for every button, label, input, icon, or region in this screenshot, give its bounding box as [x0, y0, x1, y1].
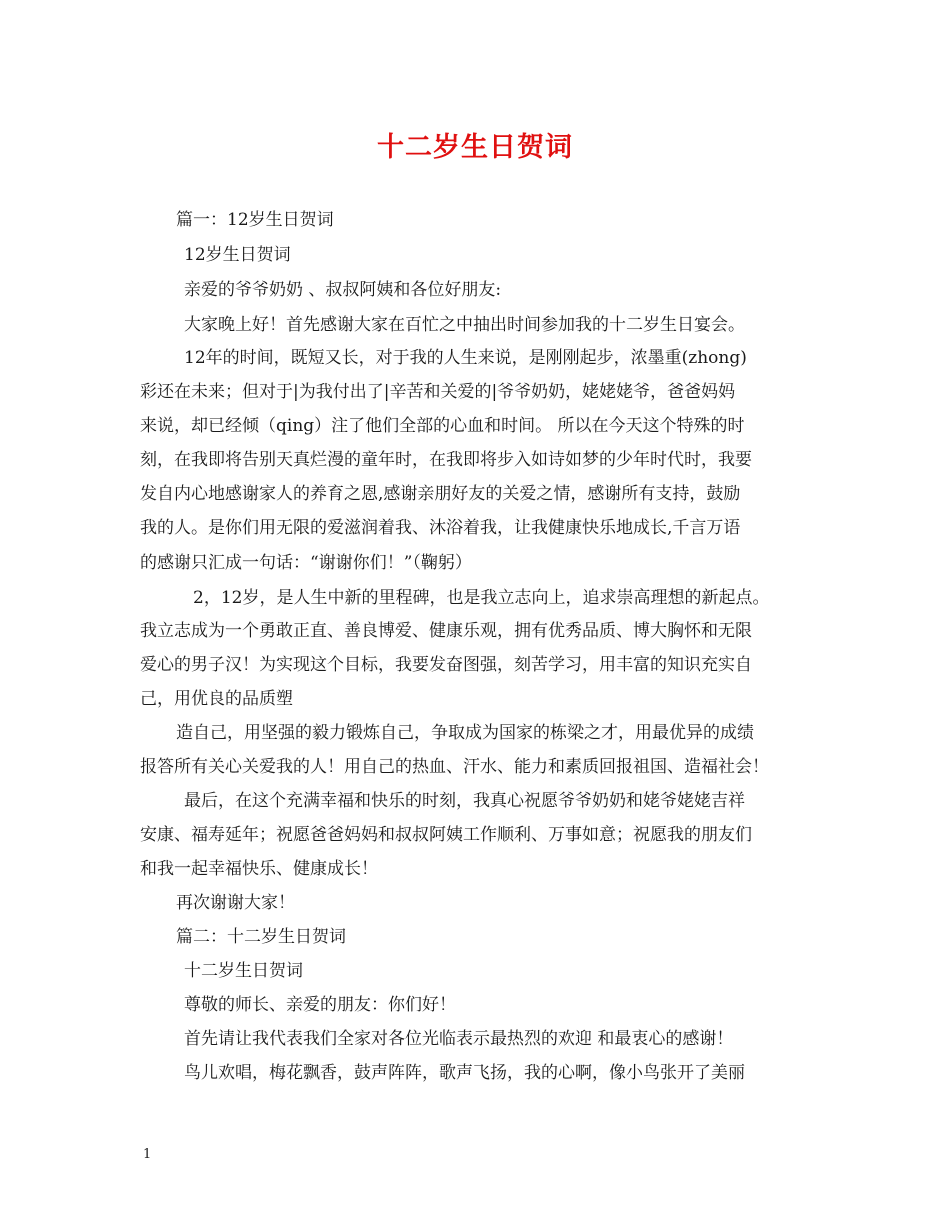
text-line: 12年的时间，既短又长，对于我的人生来说，是刚刚起步，浓墨重(zhong) [184, 348, 747, 368]
text-line: 大家晚上好！首先感谢大家在百忙之中抽出时间参加我的十二岁生日宴会。 [184, 315, 745, 335]
text-line: 发自内心地感谢家人的养育之恩,感谢亲朋好友的关爱之情，感谢所有支持，鼓励 [140, 484, 741, 504]
text-line: 的感谢只汇成一句话：“谢谢你们！”（鞠躬） [140, 553, 472, 573]
text-line: 我的人。是你们用无限的爱滋润着我、沐浴着我，让我健康快乐地成长,千言万语 [140, 518, 741, 538]
text-line: 亲爱的爷爷奶奶 、叔叔阿姨和各位好朋友: [184, 280, 502, 300]
text-line: 尊敬的师长、亲爱的朋友：你们好！ [184, 995, 456, 1015]
text-line: 彩还在未来；但对于|为我付出了|辛苦和关爱的|爷爷奶奶，姥姥姥爷，爸爸妈妈 [140, 382, 736, 402]
text-line: 12岁生日贺词 [184, 245, 291, 265]
text-line: 2，12岁，是人生中新的里程碑，也是我立志向上，追求崇高理想的新起点。 [193, 588, 770, 608]
text-line: 我立志成为一个勇敢正直、善良博爱、健康乐观，拥有优秀品质、博大胸怀和无限 [140, 621, 752, 641]
page-number: 1 [143, 1147, 152, 1162]
text-line: 报答所有关心关爱我的人！用自己的热血、汗水、能力和素质回报祖国、造福社会！ [140, 757, 769, 777]
text-line: 十二岁生日贺词 [184, 961, 303, 981]
text-line: 来说，却已经倾（qing）注了他们全部的心血和时间。 所以在今天这个特殊的时 [140, 416, 745, 436]
text-line: 造自己，用坚强的毅力锻炼自己，争取成为国家的栋梁之才，用最优异的成绩 [176, 723, 754, 743]
document-title: 十二岁生日贺词 [377, 132, 573, 163]
text-line: 安康、福寿延年；祝愿爸爸妈妈和叔叔阿姨工作顺利、万事如意；祝愿我的朋友们 [140, 825, 752, 845]
text-line: 己，用优良的品质塑 [140, 689, 293, 709]
text-line: 刻，在我即将告别天真烂漫的童年时，在我即将步入如诗如梦的少年时代时，我要 [140, 450, 752, 470]
text-line: 再次谢谢大家！ [176, 893, 295, 913]
text-line: 篇一：12岁生日贺词 [176, 210, 334, 230]
text-line: 和我一起幸福快乐、健康成长！ [140, 859, 378, 879]
text-line: 篇二：十二岁生日贺词 [176, 927, 346, 947]
text-line: 最后，在这个充满幸福和快乐的时刻，我真心祝愿爷爷奶奶和姥爷姥姥吉祥 [184, 791, 745, 811]
text-line: 鸟儿欢唱，梅花飘香，鼓声阵阵，歌声飞扬，我的心啊，像小鸟张开了美丽 [184, 1063, 745, 1083]
text-line: 首先请让我代表我们全家对各位光临表示最热烈的欢迎 和最衷心的感谢！ [184, 1029, 734, 1049]
text-line: 爱心的男子汉！为实现这个目标，我要发奋图强，刻苦学习，用丰富的知识充实自 [140, 655, 752, 675]
